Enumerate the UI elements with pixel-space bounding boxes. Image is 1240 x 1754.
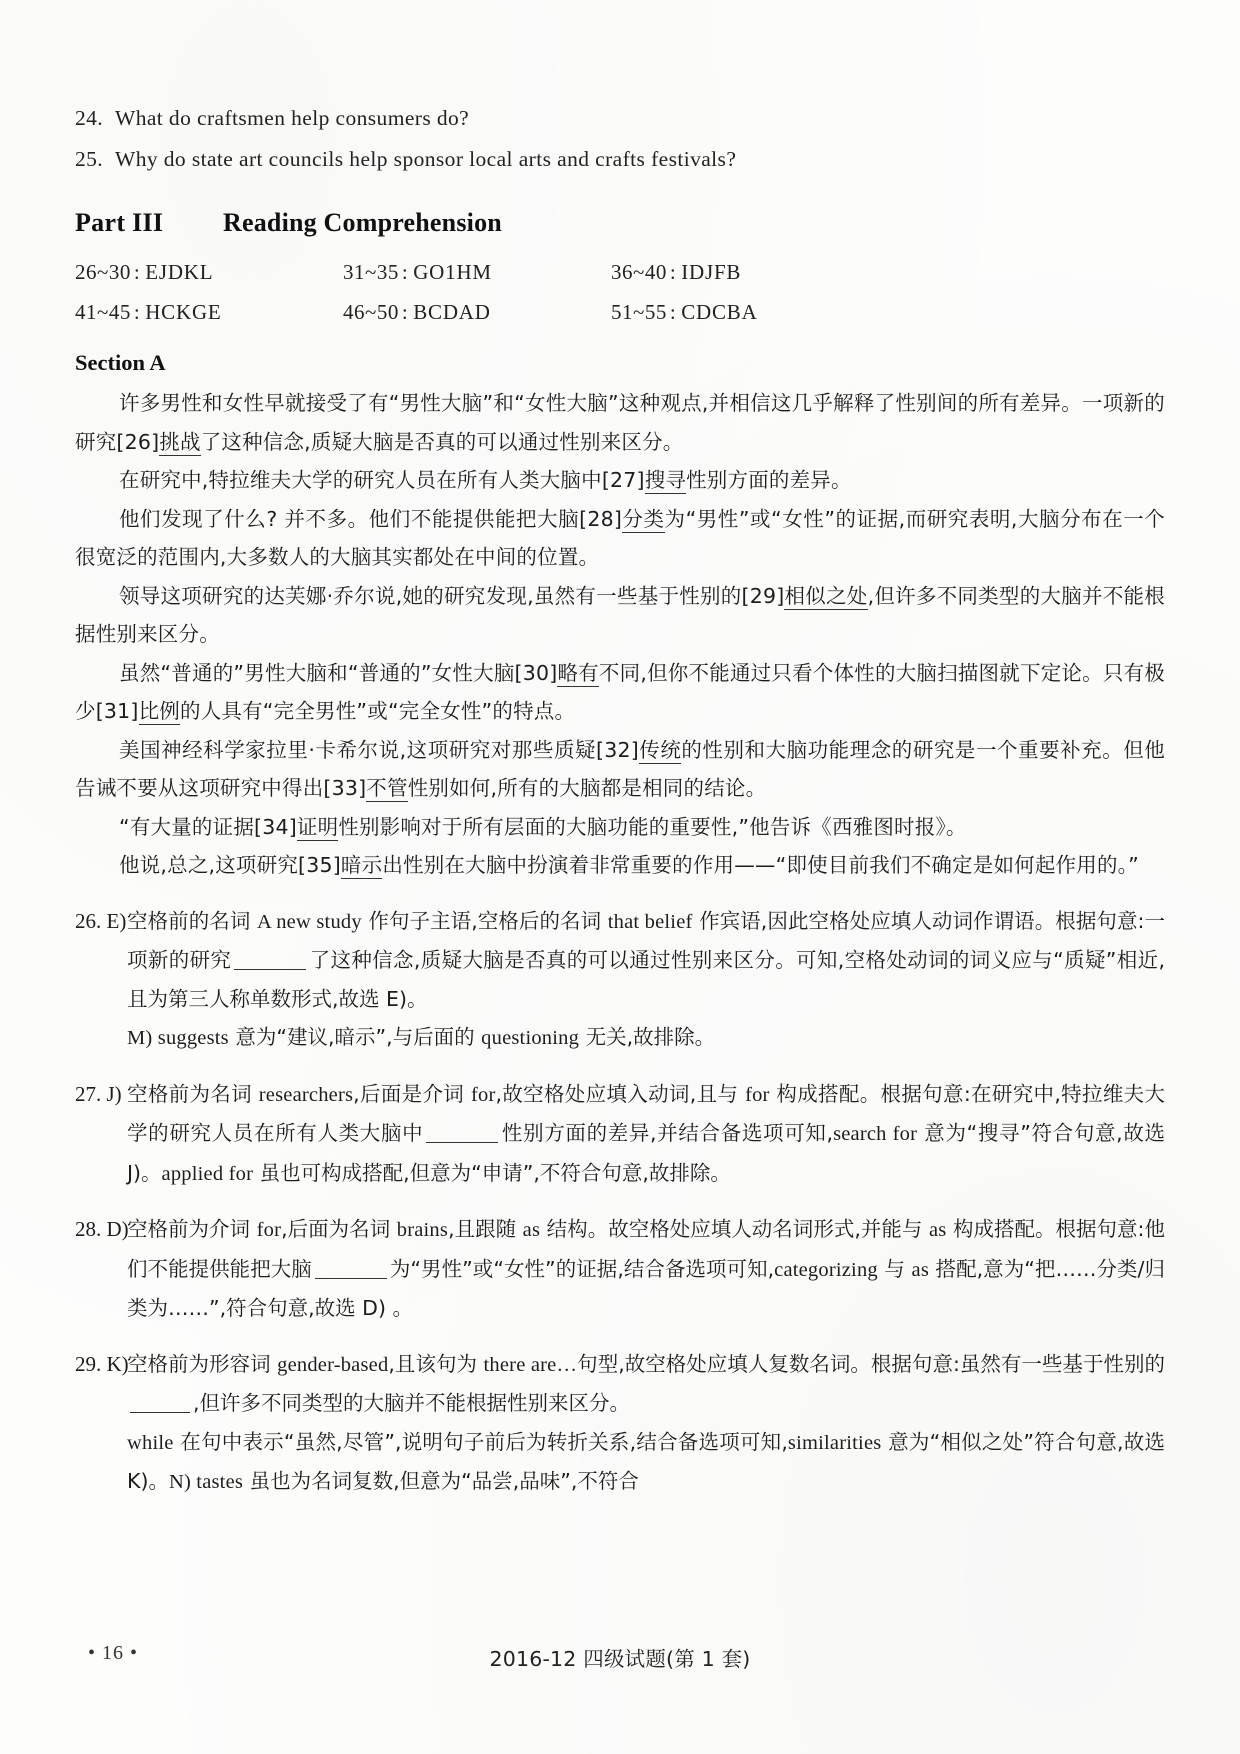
passage-underlined-answer: 暗示	[340, 853, 383, 877]
explanation-text: 了这种信念,质疑大脑是否真的可以通过性别来区分。可知,空格处动词的词义应与“质疑”相近,且为第三人称单数形式,故选 E)。	[127, 948, 1166, 1011]
explanation-text: 搭配,意为“把……分类/归类为……”,符合句意,故选 D) 。	[127, 1256, 1165, 1320]
passage-underlined-answer: 相似之处	[784, 583, 868, 608]
passage-text: 了这种信念,质疑大脑是否真的可以通过性别来区分。	[200, 429, 684, 454]
explanation-body	[127, 1210, 1165, 1328]
explanation-text: 意为“搜寻”符合句意,故选 J)。	[127, 1121, 1165, 1185]
passage-paragraph-5	[75, 654, 1165, 731]
explanation-english: for	[745, 1083, 770, 1106]
explanation-body	[127, 902, 1165, 1058]
answer-range: 41~45	[75, 300, 131, 324]
explanation-choice: E)	[106, 908, 127, 933]
answer-key-cell	[343, 252, 611, 292]
explanation-choice: D)	[106, 1217, 129, 1241]
explanation-text: 虽也可构成搭配,但意为“申请”,不符合句意,故排除。	[253, 1160, 731, 1185]
passage-paragraph-2	[75, 461, 1165, 500]
passage-text: 性别如何,所有的大脑都是相同的结论。	[407, 776, 767, 800]
section-heading: Section A	[75, 350, 166, 375]
question-number: 24.	[75, 106, 104, 130]
passage-underlined-answer: 略有	[557, 660, 599, 685]
answer-key-row	[75, 292, 1165, 332]
explanation-english: for	[470, 1083, 496, 1106]
listening-questions-block	[75, 98, 1165, 180]
passage-underlined-answer: 证明	[296, 814, 339, 839]
explanation-item-28	[75, 1210, 1165, 1328]
passage-text: 他说,总之,这项研究[35]	[119, 853, 341, 877]
explanation-text: 意为“相似之处”符合句意,故选 K)。	[127, 1429, 1165, 1493]
explanation-body	[127, 1345, 1165, 1502]
explanation-text: ,后面为名词	[281, 1217, 397, 1241]
explanation-choice: K)	[106, 1351, 129, 1376]
answer-key-row	[75, 252, 1165, 292]
explanation-text: 无关,故排除。	[579, 1025, 716, 1049]
passage-paragraph-8	[75, 846, 1165, 885]
explanation-item-29	[75, 1345, 1165, 1502]
question-number: 25.	[75, 147, 104, 171]
explanation-text: ,故空格处应填入动词,且与	[495, 1081, 746, 1106]
passage-text: 的性别和大脑功能理念的研究是一个重要补充。但他告诫不要从这项研究中得出[33]	[75, 737, 1166, 800]
explanation-number	[75, 1210, 127, 1328]
explanation-english: questioning	[481, 1027, 580, 1049]
explanation-text: ,且跟随	[448, 1217, 523, 1241]
explanation-number	[75, 1075, 127, 1194]
passage-text: ,但许多不同类型的大脑并不能根据性别来区分。	[75, 583, 1165, 646]
explanation-body	[127, 1075, 1165, 1194]
explanation-item-26	[75, 902, 1165, 1058]
explanation-item-27	[75, 1075, 1165, 1194]
fill-in-blank	[315, 1278, 387, 1279]
passage-paragraph-7	[75, 808, 1165, 847]
explanation-text: 空格前为名词	[127, 1081, 259, 1106]
passage-text: 出性别在大脑中扮演着非常重要的作用——“即使目前我们不确定是如何起作用的。”	[382, 853, 1139, 877]
page-footer	[0, 1642, 1240, 1672]
explanation-text: 空格前的名词	[127, 908, 257, 933]
passage-underlined-answer: 不管	[366, 776, 408, 800]
explanation-english: while	[127, 1431, 174, 1454]
answer-range: 46~50	[343, 300, 399, 324]
explanations-block	[75, 902, 1165, 1502]
answer-separator: :	[133, 300, 141, 324]
explanation-text: 虽也为名词复数,但意为“品尝,品味”,不符合	[243, 1469, 639, 1493]
explanation-text: ,但许多不同类型的大脑并不能根据性别来区分。	[193, 1391, 631, 1415]
answer-key-grid	[75, 252, 1165, 332]
explanation-item-number: 28.	[75, 1217, 102, 1241]
question-text: What do craftsmen help consumers do?	[115, 106, 470, 130]
answer-letters: HCKGE	[145, 300, 222, 324]
explanation-text: 空格前为介词	[127, 1217, 257, 1241]
passage-paragraph-3	[75, 500, 1165, 577]
explanation-english: N) tastes	[168, 1471, 244, 1493]
explanation-text: 为“男性”或“女性”的证据,结合备选项可知,	[389, 1256, 775, 1281]
answer-letters: BCDAD	[413, 300, 491, 324]
passage-text: 许多男性和女性早就接受了有“男性大脑”和“女性大脑”这种观点,并相信这几乎解释了性别间的所有差异。一项新的研究[26]	[75, 391, 1165, 454]
passage-underlined-answer: 比例	[138, 699, 180, 723]
passage-text: 不同,但你不能通过只看个体性的大脑扫描图就下定论。只有极少[31]	[75, 660, 1166, 723]
passage-text: 虽然“普通的”男性大脑和“普通的”女性大脑[30]	[119, 660, 558, 685]
answer-separator: :	[401, 300, 409, 324]
answer-range: 51~55	[611, 300, 667, 324]
passage-underlined-answer: 挑战	[159, 429, 201, 454]
explanation-number	[75, 1345, 127, 1502]
fill-in-blank	[426, 1142, 498, 1143]
explanation-text: ,且该句为	[388, 1351, 484, 1376]
question-text: Why do state art councils help sponsor local arts and crafts festivals?	[115, 147, 737, 171]
part-heading	[75, 208, 1165, 238]
explanation-english: applied for	[161, 1162, 254, 1185]
answer-separator: :	[669, 300, 677, 324]
explanation-text: ,后面是介词	[353, 1081, 471, 1106]
answer-key-cell	[75, 252, 343, 292]
explanation-english: researchers	[258, 1083, 354, 1106]
explanation-english: there are…	[483, 1353, 578, 1376]
answer-key-cell	[611, 292, 879, 332]
passage-text: 领导这项研究的达芙娜·乔尔说,她的研究发现,虽然有一些基于性别的[29]	[119, 583, 785, 608]
explanation-english: as	[928, 1219, 947, 1241]
passage-text: 美国神经科学家拉里·卡希尔说,这项研究对那些质疑[32]	[119, 737, 639, 762]
passage-text: 的人具有“完全男性”或“完全女性”的特点。	[180, 699, 576, 723]
passage-paragraph-6	[75, 731, 1165, 808]
passage-text: 性别方面的差异。	[686, 468, 852, 492]
answer-separator: :	[401, 260, 409, 284]
explanation-number	[75, 902, 127, 1058]
answer-letters: CDCBA	[681, 300, 758, 324]
explanation-text: 构成搭配。根据句意:他们不能提供能把大脑	[127, 1217, 1165, 1281]
passage-paragraph-1	[75, 384, 1165, 461]
explanation-choice: J)	[106, 1081, 122, 1106]
passage-text: 在研究中,特拉维夫大学的研究人员在所有人类大脑中[27]	[119, 468, 645, 492]
passage-underlined-answer: 搜寻	[644, 468, 687, 492]
explanation-text: 意为“建议,暗示”,与后面的	[228, 1025, 482, 1049]
explanation-english: for	[256, 1219, 282, 1241]
passage-underlined-answer: 传统	[638, 737, 682, 762]
explanation-english: brains	[396, 1219, 449, 1241]
part-title: Reading Comprehension	[223, 208, 502, 237]
listening-question-25	[75, 139, 1165, 180]
answer-key-cell	[75, 292, 343, 332]
page-content	[75, 98, 1165, 1502]
passage-text: 他们发现了什么? 并不多。他们不能提供能把大脑[28]	[119, 506, 623, 531]
listening-question-24	[75, 98, 1165, 139]
explanation-english: categorizing	[774, 1258, 878, 1281]
explanation-item-number: 29.	[75, 1351, 102, 1376]
explanation-text: 句型,故空格处应填人复数名词。根据句意:虽然有一些基于性别的	[577, 1351, 1165, 1376]
explanation-text: 空格前为形容词	[127, 1351, 278, 1376]
explanation-text: 结构。故空格处应填人动名词形式,并能与	[540, 1217, 929, 1241]
explanation-text: 在句中表示“虽然,尽管”,说明句子前后为转折关系,结合备选项可知,	[173, 1429, 788, 1454]
page-number: • 16 •	[88, 1642, 139, 1664]
passage-text: 性别影响对于所有层面的大脑功能的重要性,”他告诉《西雅图时报》。	[338, 814, 967, 839]
fill-in-blank	[234, 969, 306, 970]
footer-exam-label: 2016-12 四级试题(第 1 套)	[489, 1647, 751, 1671]
explanation-text: 作宾语,因此空格处应填人动词作谓语。根据句意:一项新的研究	[127, 908, 1165, 972]
explanation-text: 性别方面的差异,并结合备选项可知,	[501, 1121, 834, 1145]
explanation-english: gender-based	[277, 1353, 389, 1376]
answer-letters: IDJFB	[681, 260, 742, 284]
explanation-english: as	[522, 1219, 541, 1241]
passage-text: “有大量的证据[34]	[119, 814, 297, 839]
answer-key-cell	[343, 292, 611, 332]
explanation-text: 构成搭配。根据句意:在研究中,特拉维夫大学的研究人员在所有人类大脑中	[127, 1081, 1165, 1145]
explanation-english: search for	[833, 1123, 918, 1145]
answer-separator: :	[133, 260, 141, 284]
explanation-english: similarities	[787, 1431, 882, 1454]
explanation-text: 作句子主语,空格后的名词	[361, 908, 608, 933]
answer-separator: :	[669, 260, 677, 284]
explanation-english: as	[911, 1258, 929, 1281]
explanation-english: A new study	[256, 910, 362, 933]
answer-letters: GO1HM	[413, 260, 492, 284]
answer-letters: EJDKL	[145, 260, 214, 284]
part-label: Part III	[75, 208, 164, 237]
answer-range: 31~35	[343, 260, 399, 284]
explanation-item-number: 26.	[75, 908, 102, 933]
answer-key-cell	[611, 252, 879, 292]
explanation-item-number: 27.	[75, 1081, 102, 1106]
passage-paragraph-4	[75, 577, 1165, 654]
passage-text: 为“男性”或“女性”的证据,而研究表明,大脑分布在一个很宽泛的范围内,大多数人的大脑其实都处在中间的位置。	[75, 506, 1165, 569]
passage-block	[75, 384, 1165, 885]
passage-underlined-answer: 分类	[622, 506, 665, 531]
answer-range: 36~40	[611, 260, 667, 284]
answer-range: 26~30	[75, 260, 131, 284]
explanation-english: that belief	[607, 910, 693, 933]
fill-in-blank	[130, 1412, 190, 1413]
explanation-text: 与	[877, 1256, 912, 1281]
explanation-english: M) suggests	[127, 1027, 229, 1049]
